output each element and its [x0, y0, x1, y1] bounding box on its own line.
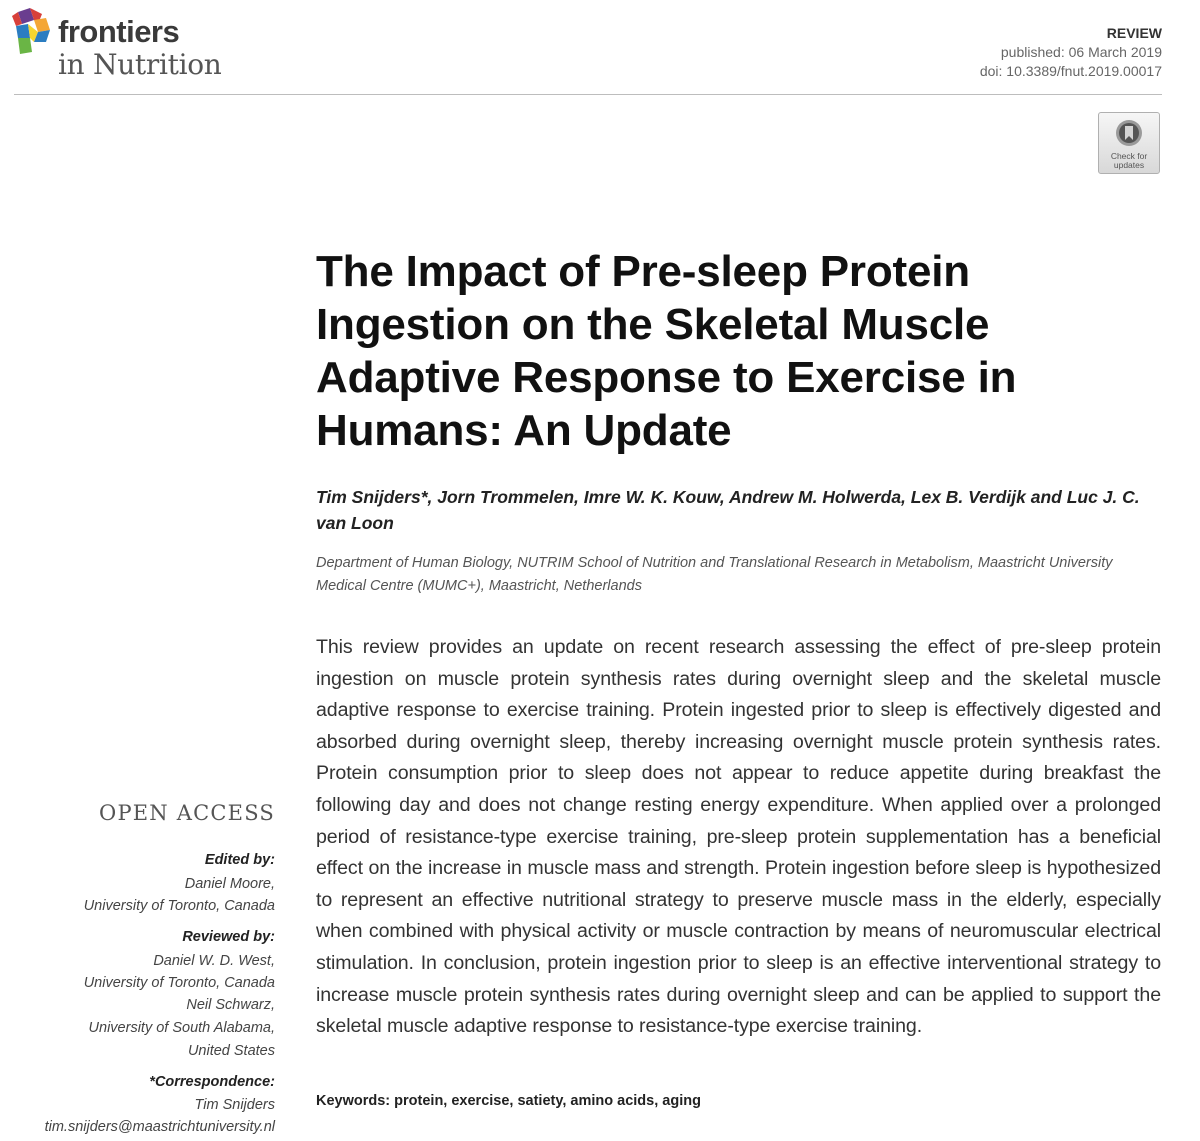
reviewer-affiliation: United States	[187, 1043, 275, 1059]
reviewer-affiliation: University of South Alabama,	[88, 1020, 275, 1036]
correspondence-email[interactable]: tim.snijders@maastrichtuniversity.nl	[44, 1119, 275, 1135]
keywords-list: protein, exercise, satiety, amino acids, aging	[394, 1093, 701, 1109]
open-access-label: OPEN ACCESS	[99, 801, 275, 825]
doi[interactable]: doi: 10.3389/fnut.2019.00017	[979, 63, 1162, 79]
published-date: published: 06 March 2019	[1000, 44, 1162, 60]
check-for-updates-button[interactable]	[1098, 112, 1160, 174]
affiliation: Department of Human Biology, NUTRIM School of Nutrition and Translational Research in Metabolism, Maastricht University Medical Centre (MUMC+), Maastricht, Netherlands	[316, 555, 1113, 594]
bookmark-icon	[1114, 118, 1144, 148]
editor-name: Daniel Moore,	[184, 876, 275, 892]
check-for-updates-label: Check for updates	[1110, 151, 1148, 170]
author-list: Tim Snijders*, Jorn Trommelen, Imre W. K. Kouw, Andrew M. Holwerda, Lex B. Verdijk and Luc J. C. van Loon	[316, 487, 1140, 533]
reviewer-name: Neil Schwarz,	[186, 997, 275, 1013]
article-title: The Impact of Pre-sleep Protein Ingestion on the Skeletal Muscle Adaptive Response to Exercise in Humans: An Update	[316, 247, 1017, 455]
article-type: REVIEW	[1106, 25, 1162, 41]
reviewed-by-label: Reviewed by:	[182, 929, 275, 945]
edited-by-label: Edited by:	[204, 852, 275, 868]
keywords-label: Keywords:	[316, 1093, 391, 1109]
keywords	[316, 1093, 1161, 1109]
reviewer-affiliation: University of Toronto, Canada	[83, 975, 275, 991]
header-divider	[14, 94, 1162, 95]
correspondence-name: Tim Snijders	[194, 1097, 275, 1113]
frontiers-logo-icon	[12, 8, 56, 56]
correspondence-label: *Correspondence:	[149, 1074, 275, 1090]
brand-name: frontiers	[58, 14, 180, 49]
reviewer-name: Daniel W. D. West,	[153, 953, 275, 969]
editor-affiliation: University of Toronto, Canada	[83, 898, 275, 914]
article-meta	[980, 24, 1162, 81]
abstract: This review provides an update on recent research assessing the effect of pre-sleep protein ingestion on muscle protein synthesis rates during overnight sleep and the skeletal muscle adaptive response to exercise training. Protein ingested prior to sleep is effectively digested and absorbed during overnight sleep, thereby increasing overnight muscle protein synthesis rates. Protein consumption prior to sleep does not appear to reduce appetite during breakfast the following day and does not change resting energy expenditure. When applied over a prolonged period of resistance-type exercise training, pre-sleep protein supplementation has a beneficial effect on the increase in muscle mass and strength. Protein ingestion before sleep is hypothesized to represent an effective nutritional strategy to preserve muscle mass in the elderly, especially when combined with physical activity or muscle contraction by means of neuromuscular electrical stimulation. In conclusion, protein ingestion prior to sleep is an effective interventional strategy to increase muscle protein synthesis rates during overnight sleep and can be applied to support the skeletal muscle adaptive response to resistance-type exercise training.	[316, 636, 1161, 1038]
journal-name: in Nutrition	[58, 48, 222, 81]
